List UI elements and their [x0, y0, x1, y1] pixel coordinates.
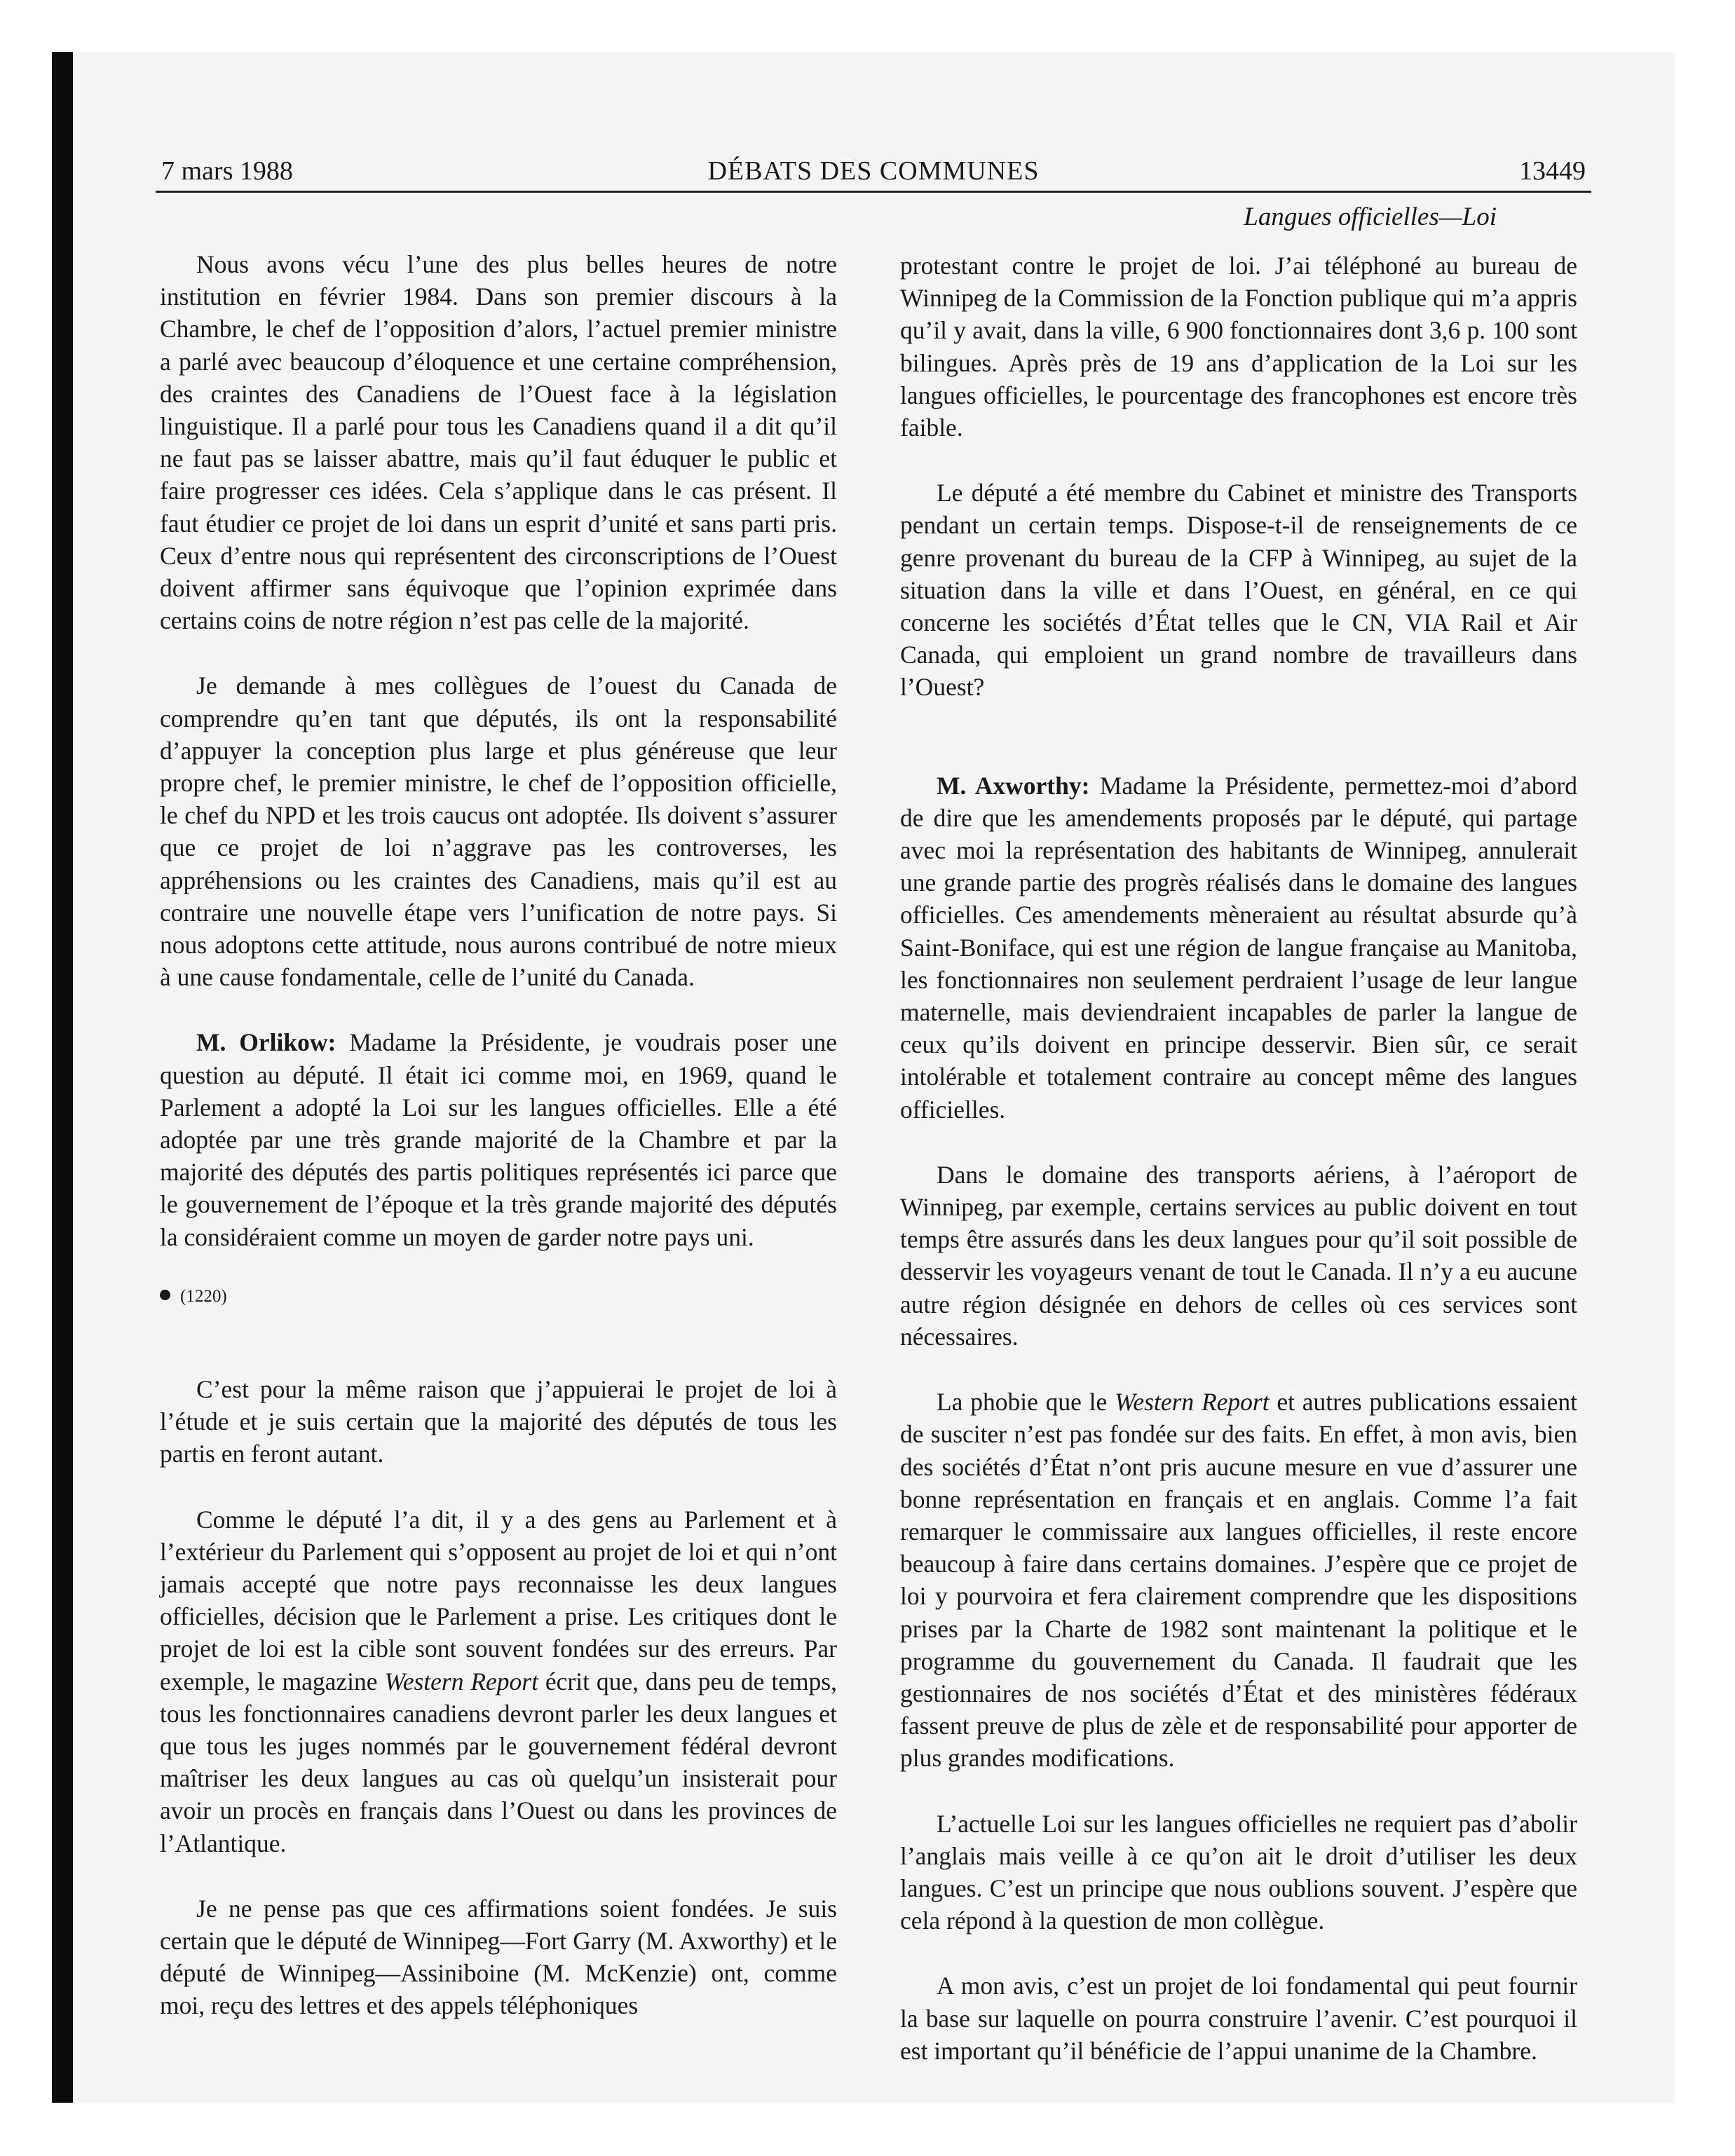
- paragraph: Dans le domaine des transports aériens, à l’aéroport de Winnipeg, par exemple, certains services au public doivent en tout temps être assurés dans les deux langues pour qu’il soit possible de desservir les voyageurs venant de tout le Canada. Il n’y a eu aucune autre région désignée en dehors de celles où ces services sont nécessaires.: [900, 1160, 1577, 1351]
- scan-edge-shadow: [52, 52, 73, 2103]
- time-marker: [160, 1286, 837, 1307]
- speaker-name: M. Orlikow:: [196, 1028, 336, 1057]
- publication-title: Western Report: [1115, 1388, 1270, 1417]
- paragraph-continued: protestant contre le projet de loi. J’ai téléphoné au bureau de Winnipeg de la Commission de la Fonction publique qui m’a appris qu’il y avait, dans la ville, 6 900 fonctionnaires dont 3,6 p. 100 sont bilingues. Après près de 19 ans d’application de la Loi sur les langues officielles, le pourcentage des francophones est encore très faible.: [900, 252, 1577, 442]
- header-title: DÉBATS DES COMMUNES: [707, 156, 1040, 186]
- right-column: [900, 250, 1577, 2100]
- publication-title: Western Report: [384, 1667, 538, 1696]
- paragraph: [160, 1503, 837, 1860]
- paragraph: Nous avons vécu l’une des plus belles heures de notre institution en février 1984. Dans son premier discours à la Chambre, le chef de l’opposition d’alors, l’actuel premier ministre a parlé avec beaucoup d’éloquence et une certaine compréhension, des craintes des Canadiens de l’Ouest face à la législation linguistique. Il a parlé pour tous les Canadiens quand il a dit qu’il ne faut pas se laisser abattre, mais qu’il faut éduquer le public et faire progresser ces idées. Cela s’applique dans le cas présent. Il faut étudier ce projet de loi dans un esprit d’unité et sans parti pris. Ceux d’entre nous qui représentent des circonscriptions de l’Ouest doivent affirmer sans équivoque que l’opinion exprimée dans certains coins de notre région n’est pas celle de la majorité.: [160, 250, 837, 635]
- time-marker-label: (1220): [180, 1286, 227, 1306]
- paragraph: A mon avis, c’est un projet de loi fondamental qui peut fournir la base sur laquelle on pourra construire l’avenir. C’est pourquoi il est important qu’il bénéficie de l’appui unanime de la Chambre.: [900, 1972, 1577, 2065]
- header-date: 7 mars 1988: [161, 156, 293, 186]
- paragraph: Je demande à mes collègues de l’ouest du Canada de comprendre qu’en tant que députés, ils ont la responsabilité d’appuyer la conception plus large et plus généreuse que leur propre chef, le premier ministre, le chef de l’opposition officielle, le chef du NPD et les trois caucus ont adoptée. Ils doivent s’assurer que ce projet de loi n’aggrave pas les controverses, les appréhensions ou les craintes des Canadiens, mais qu’il est au contraire une nouvelle étape vers l’unification de notre pays. Si nous adoptons cette attitude, nous aurons contribué de notre mieux à une cause fondamentale, celle de l’unité du Canada.: [160, 671, 837, 992]
- paragraph: Je ne pense pas que ces affirmations soient fondées. Je suis certain que le député de Winnipeg—Fort Garry (M. Axworthy) et le député de Winnipeg—Assiniboine (M. McKenzie) ont, comme moi, reçu des lettres et des appels téléphoniques: [160, 1894, 837, 2020]
- running-header: [156, 150, 1591, 193]
- paragraph: Le député a été membre du Cabinet et ministre des Transports pendant un certain temps. Dispose-t-il de renseignements de ce genre provenant du bureau de la CFP à Winnipeg, au sujet de la situation dans la ville et dans l’Ouest, en général, en ce qui concerne les sociétés d’État telles que le CN, VIA Rail et Air Canada, qui emploient un grand nombre de travailleurs dans l’Ouest?: [900, 479, 1577, 702]
- section-subheading: Langues officielles—Loi: [1244, 203, 1497, 231]
- paragraph: [160, 1026, 837, 1253]
- paragraph: [900, 770, 1577, 1126]
- paragraph: L’actuelle Loi sur les langues officielles ne requiert pas d’abolir l’anglais mais veille à ce qu’on ait le droit d’utiliser les deux langues. C’est un principe que nous oublions souvent. J’espère que cela répond à la question de mon collègue.: [900, 1809, 1577, 1935]
- speech-text: Madame la Présidente, je voudrais poser une question au député. Il était ici comme moi, en 1969, quand le Parlement a adopté la Loi sur les langues officielles. Elle a été adoptée par une très grande majorité de la Chambre et par la majorité des députés des partis politiques représentés ici parce que le gouvernement de l’époque et la très grande majorité des députés la considéraient comme un moyen de garder notre pays uni.: [160, 1028, 837, 1251]
- header-page-number: 13449: [1519, 156, 1586, 186]
- text-run: Comme le député l’a dit, il y a des gens au Parlement et à l’extérieur du Parlement qui s’opposent au projet de loi et qui n’ont jamais accepté que notre pays reconnaisse les deux langues officielles, décision que le Parlement a prise. Les critiques dont le projet de loi est la cible sont souvent fondées sur des erreurs. Par exemple, le magazine: [160, 1505, 837, 1696]
- text-run: écrit que, dans peu de temps, tous les fonctionnaires canadiens devront parler les deux langues et que tous les juges nommés par le gouvernement fédéral devront maîtriser les deux langues au cas où quelqu’un insisterait pour avoir un procès en français dans l’Ouest ou dans les provinces de l’Atlantique.: [160, 1667, 837, 1857]
- speaker-name: M. Axworthy:: [937, 771, 1090, 800]
- text-run: La phobie que le: [937, 1388, 1108, 1417]
- paragraph: C’est pour la même raison que j’appuierai le projet de loi à l’étude et je suis certain que la majorité des députés de tous les partis en feront autant.: [160, 1374, 837, 1468]
- text-run: et autres publications essaient de susciter n’est pas fondée sur des faits. En effet, à mon avis, bien des sociétés d’État n’ont pris aucune mesure en vue d’assurer une bonne représentation en français et en anglais. Comme l’a fait remarquer le commissaire aux langues officielles, il reste encore beaucoup à faire dans certains domaines. J’espère que ce projet de loi y pourvoira et fera clairement comprendre que les dispositions prises par la Charte de 1982 sont maintenant la politique et le programme du gouvernement du Canada. Il faudrait que les gestionnaires de nos sociétés d’État et des ministères fédéraux fassent preuve de plus de zèle et de responsabilité pour apporter de plus grandes modifications.: [900, 1388, 1578, 1773]
- paragraph: [900, 1386, 1577, 1774]
- speech-text: Madame la Présidente, permettez-moi d’abord de dire que les amendements proposés par le député, qui partage avec moi la représentation des habitants de Winnipeg, annulerait une grande partie des progrès réalisés dans le domaine des langues officielles. Ces amendements mèneraient au résultat absurde qu’à Saint-Boniface, qui est une région de langue française au Manitoba, les fonctionnaires non seulement perdraient l’usage de leur langue maternelle, mais deviendraient incapables de parler la langue de ceux qu’ils doivent en principe desservir. Bien sûr, ce serait intolérable et totalement contraire au concept même des langues officielles.: [900, 771, 1577, 1124]
- left-column: [160, 248, 837, 2055]
- bullet-icon: [160, 1290, 170, 1300]
